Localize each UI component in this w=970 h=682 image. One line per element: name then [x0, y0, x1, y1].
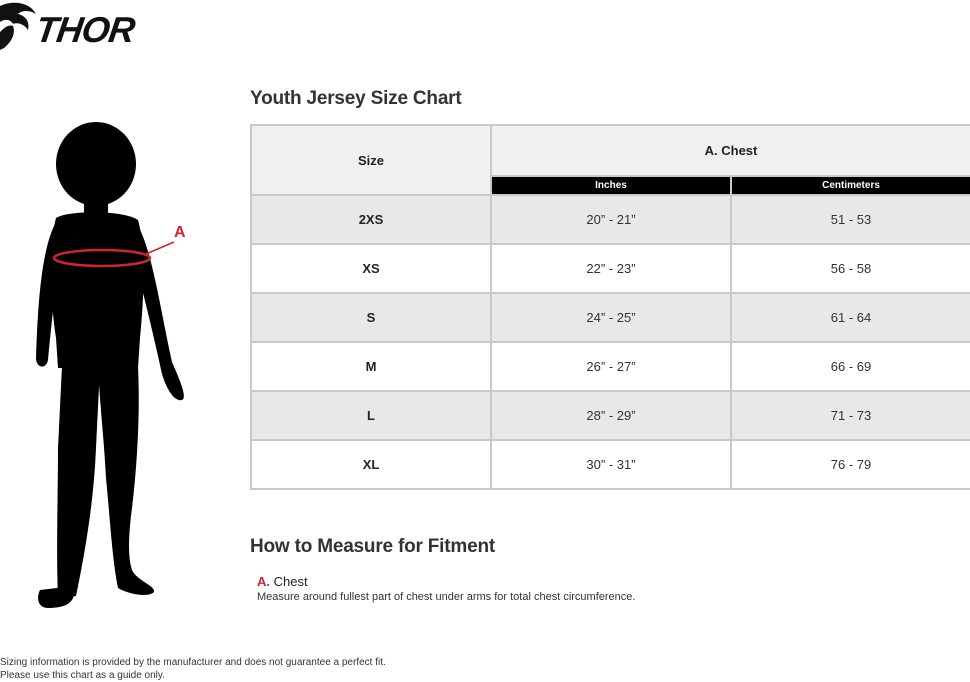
inches-cell: 20” - 21”	[491, 195, 731, 244]
measure-item-label	[257, 574, 635, 589]
disclaimer-line-1: Sizing information is provided by the manufacturer and does not guarantee a perfect fit.	[0, 657, 386, 668]
brand-wordmark: THOR	[33, 9, 137, 50]
table-row	[251, 342, 970, 391]
table-row	[251, 195, 970, 244]
inches-cell: 26” - 27”	[491, 342, 731, 391]
chest-marker-label: A	[174, 224, 186, 241]
inches-cell: 28” - 29”	[491, 391, 731, 440]
centimeters-cell: 61 - 64	[731, 293, 970, 342]
measure-item-description: Measure around fullest part of chest under arms for total chest circumference.	[257, 591, 636, 603]
measure-item-letter: A.	[257, 574, 270, 589]
centimeters-cell: 76 - 79	[731, 440, 970, 489]
child-silhouette	[28, 118, 208, 618]
disclaimer	[0, 656, 386, 682]
table-row	[251, 440, 970, 489]
size-cell: L	[251, 391, 491, 440]
inches-cell: 22” - 23”	[491, 244, 731, 293]
inches-cell: 24” - 25”	[491, 293, 731, 342]
centimeters-cell: 66 - 69	[731, 342, 970, 391]
header-row	[251, 125, 970, 176]
disclaimer-line-2: Please use this chart as a guide only.	[0, 670, 165, 681]
table-row	[251, 391, 970, 440]
header-size: Size	[251, 125, 491, 195]
measure-title: How to Measure for Fitment	[250, 536, 495, 557]
centimeters-cell: 51 - 53	[731, 195, 970, 244]
table-row	[251, 244, 970, 293]
size-cell: M	[251, 342, 491, 391]
header-centimeters: Centimeters	[731, 176, 970, 195]
table-row	[251, 293, 970, 342]
size-cell: XS	[251, 244, 491, 293]
size-cell: 2XS	[251, 195, 491, 244]
inches-cell: 30” - 31”	[491, 440, 731, 489]
header-inches: Inches	[491, 176, 731, 195]
size-cell: S	[251, 293, 491, 342]
centimeters-cell: 71 - 73	[731, 391, 970, 440]
brand-logo	[0, 0, 175, 60]
centimeters-cell: 56 - 58	[731, 244, 970, 293]
header-chest: A. Chest	[491, 125, 970, 176]
silhouette-body	[36, 122, 184, 608]
measure-item-name: Chest	[273, 574, 308, 589]
size-chart-table	[250, 124, 970, 490]
measure-item-chest	[257, 574, 635, 603]
chart-title: Youth Jersey Size Chart	[250, 88, 462, 109]
size-cell: XL	[251, 440, 491, 489]
